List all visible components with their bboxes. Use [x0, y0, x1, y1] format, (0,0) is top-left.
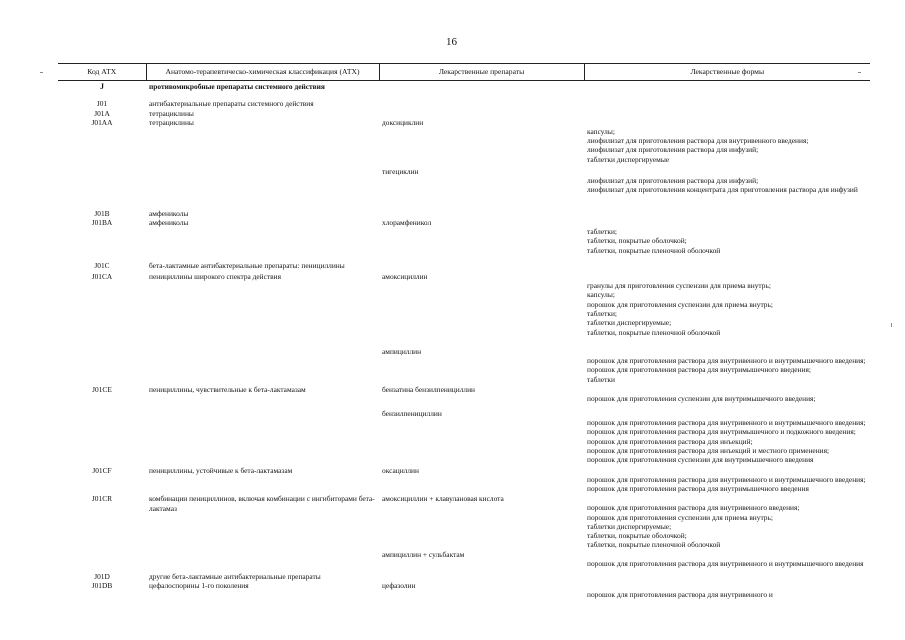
dosage-forms: [584, 255, 870, 270]
header-code: Код АТХ: [58, 64, 146, 81]
atx-group-name: [146, 550, 379, 568]
atx-code: J01DB: [91, 581, 113, 591]
dosage-form-item: капсулы;: [587, 126, 615, 136]
dosage-forms: [584, 109, 870, 118]
dosage-forms: [584, 164, 870, 195]
drug-name: хлорамфеникол: [382, 217, 432, 227]
dosage-form-item: порошок для приготовления раствора для внутривенного введения;: [587, 503, 800, 513]
dosage-form-item: лиофилизат для приготовления раствора для инфузий;: [587, 176, 759, 186]
table-row: [58, 337, 870, 384]
dosage-form-item: порошок для приготовления раствора для внутримышечного введения: [587, 483, 809, 493]
atx-group-name: [146, 403, 379, 464]
header-forms: Лекарственные формы: [584, 64, 870, 81]
table-row: [58, 118, 870, 164]
header-classification: Анатомо-терапевтическо-химическая классификация (АТХ): [146, 64, 379, 81]
atx-code: J01C: [94, 260, 110, 270]
drug-name: ампициллин + сульбактам: [382, 549, 465, 559]
dosage-forms: [584, 493, 870, 549]
dosage-form-item: таблетки;: [587, 309, 617, 319]
table-row: [58, 568, 870, 581]
atx-group-name: тетрациклины: [149, 117, 194, 127]
table-row: [58, 384, 870, 403]
dosage-forms: [584, 465, 870, 494]
table-row: [58, 465, 870, 494]
dosage-form-item: таблетки, покрытые пленочной оболочкой: [587, 540, 721, 550]
dosage-forms: [584, 195, 870, 218]
table-row: [58, 403, 870, 464]
atx-classification-table: [58, 63, 870, 600]
dosage-form-item: таблетки, покрытые пленочной оболочкой: [587, 245, 721, 255]
atx-group-name: антибактериальные препараты системного действия: [149, 99, 314, 109]
drug-name: [379, 109, 584, 118]
atx-code: [58, 550, 146, 568]
dosage-form-item: порошок для приготовления раствора для внутривенного и внутримышечного введения;: [587, 418, 866, 428]
atx-group-name: комбинации пенициллинов, включая комбинации с ингибиторами бета-лактамаз: [149, 494, 375, 513]
dosage-form-item: порошок для приготовления раствора для внутривенного и внутримышечного введения: [587, 558, 864, 568]
dosage-form-item: таблетки;: [587, 226, 617, 236]
atx-group-name: [146, 337, 379, 384]
drug-name: [379, 81, 584, 92]
atx-code: [58, 337, 146, 384]
dosage-form-item: таблетки, покрытые оболочкой;: [587, 236, 687, 246]
drug-name: оксациллин: [382, 465, 419, 475]
atx-group-name: [146, 164, 379, 195]
atx-code: J01CA: [91, 272, 113, 282]
atx-code: J01BA: [91, 217, 113, 227]
dosage-form-item: лиофилизат для приготовления раствора для инфузий;: [587, 145, 759, 155]
table-row: [58, 164, 870, 195]
dosage-form-item: порошок для приготовления суспензии для внутримышечного введения;: [587, 393, 816, 403]
table-body: [58, 81, 870, 600]
dosage-form-item: порошок для приготовления раствора для внутривенного и внутримышечного введения;: [587, 355, 866, 365]
drug-name: доксициклин: [382, 117, 424, 127]
atx-code: [58, 403, 146, 464]
dosage-form-item: порошок для приготовления суспензии для приема внутрь;: [587, 299, 773, 309]
atx-group-name: противомикробные препараты системного действия: [149, 82, 325, 91]
dosage-form-item: порошок для приготовления раствора для внутримышечного введения;: [587, 365, 811, 375]
dosage-form-item: порошок для приготовления раствора для инъекций;: [587, 436, 753, 446]
dosage-form-item: лиофилизат для приготовления раствора для внутривенного введения;: [587, 136, 809, 146]
dosage-form-item: порошок для приготовления раствора для внутримышечного и подкожного введения;: [587, 427, 856, 437]
atx-code: J01AA: [91, 117, 113, 127]
header-drugs: Лекарственные препараты: [379, 64, 584, 81]
page-number: 16: [446, 36, 457, 48]
dosage-forms: [584, 568, 870, 581]
scan-mark: [891, 323, 892, 327]
table-row: [58, 218, 870, 255]
table-row: [58, 109, 870, 118]
drug-name: амоксициллин + клавулановая кислота: [382, 494, 504, 504]
atx-group-name: амфениколы: [149, 208, 189, 218]
atx-code: J01CE: [92, 384, 112, 394]
atx-group-name: другие бета-лактамные антибактериальные препараты: [149, 571, 321, 581]
table-row: [58, 493, 870, 549]
drug-name: [379, 91, 584, 108]
atx-code: J01A: [94, 108, 110, 118]
table-row: [58, 81, 870, 92]
dosage-form-item: порошок для приготовления суспензии для приема внутрь;: [587, 512, 773, 522]
dosage-form-item: порошок для приготовления раствора для внутривенного и: [587, 590, 773, 600]
dosage-form-item: порошок для приготовления раствора для внутривенного и внутримышечного введения;: [587, 474, 866, 484]
table-row: [58, 91, 870, 108]
dosage-form-item: таблетки диспергируемые;: [587, 318, 672, 328]
atx-group-name: пенициллины широкого спектра действия: [149, 272, 281, 282]
atx-group-name: пенициллины, чувствительные к бета-лактамазам: [149, 384, 306, 394]
atx-group-name: цефалоспорины 1-го поколения: [149, 581, 249, 591]
dosage-form-item: таблетки: [587, 374, 615, 384]
dosage-form-item: порошок для приготовления суспензии для внутримышечного введения: [587, 455, 814, 465]
table-row: [58, 550, 870, 568]
dosage-form-item: таблетки диспергируемые;: [587, 521, 672, 531]
dosage-form-item: таблетки диспергируемые: [587, 154, 670, 164]
dosage-forms: [584, 218, 870, 255]
dosage-forms: [584, 581, 870, 599]
atx-group-name: тетрациклины: [149, 108, 194, 118]
table-row: [58, 581, 870, 599]
atx-code: J01CR: [91, 494, 113, 504]
table-row: [58, 195, 870, 218]
drug-name: [379, 568, 584, 581]
dosage-forms: [584, 81, 870, 92]
table-header-row: [58, 64, 870, 81]
drug-name: амоксициллин: [382, 272, 428, 282]
drug-name: [379, 195, 584, 218]
dosage-forms: [584, 337, 870, 384]
dosage-forms: [584, 118, 870, 164]
dosage-forms: [584, 384, 870, 403]
atx-code: [58, 164, 146, 195]
atx-code: J01B: [94, 208, 110, 218]
atx-group-name: пенициллины, устойчивые к бета-лактамазам: [149, 465, 293, 475]
atx-group-name: бета-лактамные антибактериальные препараты: пенициллины: [149, 260, 345, 270]
drug-name: цефазолин: [382, 581, 416, 591]
atx-code: J01CF: [92, 465, 112, 475]
table-row: [58, 255, 870, 270]
drug-name: [379, 255, 584, 270]
atx-code: J01D: [94, 571, 110, 581]
dosage-form-item: таблетки, покрытые пленочной оболочкой: [587, 327, 721, 337]
drug-name: тигециклин: [382, 167, 419, 177]
dosage-forms: [584, 550, 870, 568]
dosage-forms: [584, 91, 870, 108]
drug-name: бензатина бензилпенициллин: [382, 384, 475, 394]
table-row: [58, 270, 870, 337]
dosage-form-item: лиофилизат для приготовления концентрата для приготовления раствора для инфузий: [587, 185, 858, 195]
dosage-form-item: таблетки, покрытые оболочкой;: [587, 531, 687, 541]
dosage-form-item: капсулы;: [587, 290, 615, 300]
atx-group-name: амфениколы: [149, 217, 189, 227]
drug-name: бензилпенициллин: [382, 409, 442, 419]
dosage-form-item: гранулы для приготовления суспензии для приема внутрь;: [587, 281, 771, 291]
dosage-form-item: порошок для приготовления раствора для инъекций и местного применения;: [587, 446, 830, 456]
dosage-forms: [584, 270, 870, 337]
dosage-forms: [584, 403, 870, 464]
atx-code: J: [100, 82, 104, 91]
scan-mark: [40, 72, 43, 73]
drug-name: ампициллин: [382, 346, 422, 356]
atx-code: J01: [96, 99, 108, 109]
